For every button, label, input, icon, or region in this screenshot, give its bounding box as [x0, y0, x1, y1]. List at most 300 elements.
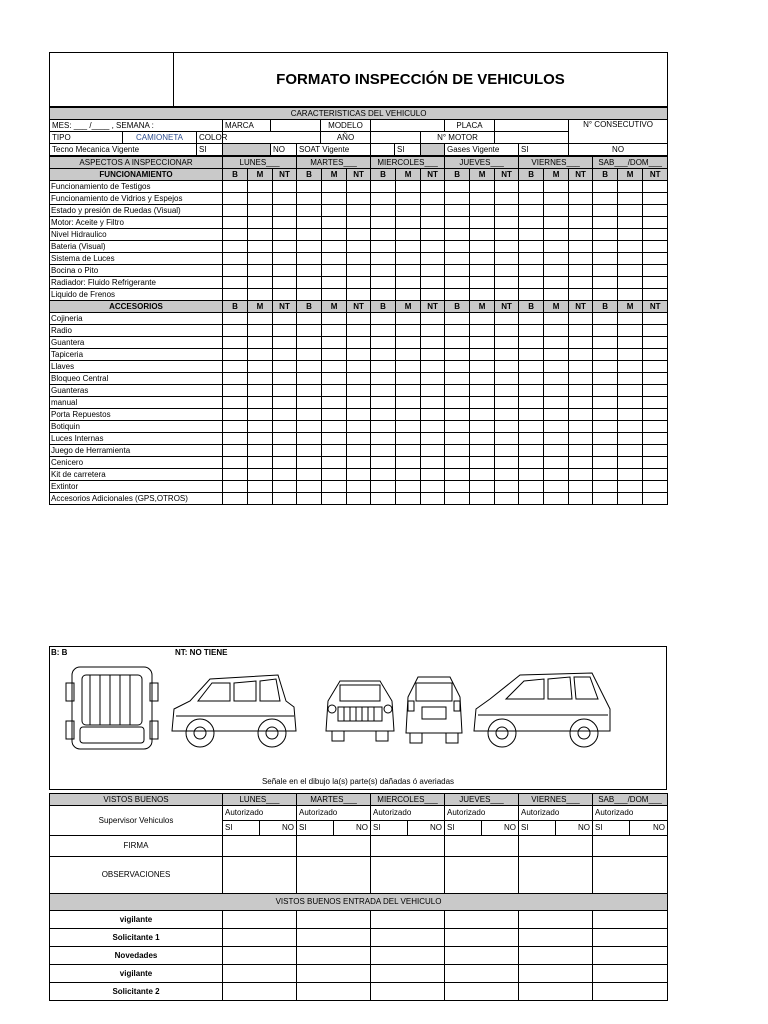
check-cell[interactable] — [347, 433, 371, 445]
check-cell[interactable] — [297, 409, 322, 421]
check-cell[interactable] — [445, 433, 470, 445]
check-cell[interactable] — [495, 241, 519, 253]
check-cell[interactable] — [643, 325, 668, 337]
check-cell[interactable] — [593, 349, 618, 361]
check-cell[interactable] — [371, 217, 396, 229]
check-cell[interactable] — [421, 181, 445, 193]
check-cell[interactable] — [273, 253, 297, 265]
check-cell[interactable] — [569, 193, 593, 205]
check-cell[interactable] — [445, 313, 470, 325]
check-cell[interactable] — [643, 181, 668, 193]
check-cell[interactable] — [519, 397, 544, 409]
observaciones-cell[interactable] — [593, 857, 668, 894]
check-cell[interactable] — [421, 193, 445, 205]
check-cell[interactable] — [297, 373, 322, 385]
check-cell[interactable] — [544, 457, 569, 469]
check-cell[interactable] — [445, 253, 470, 265]
check-cell[interactable] — [223, 289, 248, 301]
check-cell[interactable] — [470, 373, 495, 385]
motor-value[interactable] — [495, 132, 569, 144]
check-cell[interactable] — [273, 385, 297, 397]
check-cell[interactable] — [643, 469, 668, 481]
gases-no[interactable]: NO — [569, 144, 668, 156]
check-cell[interactable] — [618, 433, 643, 445]
check-cell[interactable] — [470, 205, 495, 217]
check-cell[interactable] — [618, 445, 643, 457]
check-cell[interactable] — [273, 205, 297, 217]
check-cell[interactable] — [421, 325, 445, 337]
check-cell[interactable] — [593, 337, 618, 349]
check-cell[interactable] — [519, 421, 544, 433]
check-cell[interactable] — [544, 385, 569, 397]
check-cell[interactable] — [569, 217, 593, 229]
no-option[interactable]: NO — [334, 821, 371, 836]
check-cell[interactable] — [470, 433, 495, 445]
check-cell[interactable] — [322, 325, 347, 337]
check-cell[interactable] — [495, 457, 519, 469]
check-cell[interactable] — [495, 409, 519, 421]
check-cell[interactable] — [347, 337, 371, 349]
check-cell[interactable] — [544, 469, 569, 481]
check-cell[interactable] — [643, 205, 668, 217]
check-cell[interactable] — [396, 469, 421, 481]
check-cell[interactable] — [396, 421, 421, 433]
check-cell[interactable] — [569, 493, 593, 505]
check-cell[interactable] — [643, 409, 668, 421]
check-cell[interactable] — [297, 229, 322, 241]
check-cell[interactable] — [643, 253, 668, 265]
check-cell[interactable] — [519, 277, 544, 289]
check-cell[interactable] — [470, 457, 495, 469]
check-cell[interactable] — [618, 397, 643, 409]
check-cell[interactable] — [421, 349, 445, 361]
check-cell[interactable] — [618, 409, 643, 421]
check-cell[interactable] — [445, 481, 470, 493]
tecno-no[interactable]: NO — [271, 144, 297, 156]
check-cell[interactable] — [322, 289, 347, 301]
no-option[interactable]: NO — [260, 821, 297, 836]
check-cell[interactable] — [421, 445, 445, 457]
check-cell[interactable] — [643, 265, 668, 277]
check-cell[interactable] — [322, 373, 347, 385]
check-cell[interactable] — [322, 493, 347, 505]
check-cell[interactable] — [297, 253, 322, 265]
check-cell[interactable] — [396, 361, 421, 373]
check-cell[interactable] — [470, 349, 495, 361]
check-cell[interactable] — [273, 433, 297, 445]
check-cell[interactable] — [396, 229, 421, 241]
check-cell[interactable] — [248, 385, 273, 397]
check-cell[interactable] — [322, 397, 347, 409]
check-cell[interactable] — [273, 181, 297, 193]
entrada-cell[interactable] — [223, 911, 297, 929]
check-cell[interactable] — [421, 493, 445, 505]
check-cell[interactable] — [223, 373, 248, 385]
check-cell[interactable] — [223, 469, 248, 481]
check-cell[interactable] — [544, 409, 569, 421]
entrada-cell[interactable] — [445, 929, 519, 947]
check-cell[interactable] — [347, 469, 371, 481]
check-cell[interactable] — [322, 265, 347, 277]
check-cell[interactable] — [396, 181, 421, 193]
check-cell[interactable] — [544, 397, 569, 409]
check-cell[interactable] — [396, 325, 421, 337]
marca-value[interactable] — [271, 120, 321, 132]
check-cell[interactable] — [470, 229, 495, 241]
check-cell[interactable] — [643, 421, 668, 433]
check-cell[interactable] — [519, 205, 544, 217]
check-cell[interactable] — [421, 469, 445, 481]
check-cell[interactable] — [273, 373, 297, 385]
check-cell[interactable] — [248, 397, 273, 409]
check-cell[interactable] — [273, 337, 297, 349]
check-cell[interactable] — [569, 469, 593, 481]
check-cell[interactable] — [223, 265, 248, 277]
check-cell[interactable] — [322, 469, 347, 481]
check-cell[interactable] — [322, 337, 347, 349]
check-cell[interactable] — [297, 241, 322, 253]
check-cell[interactable] — [371, 457, 396, 469]
check-cell[interactable] — [248, 337, 273, 349]
check-cell[interactable] — [248, 277, 273, 289]
check-cell[interactable] — [297, 193, 322, 205]
check-cell[interactable] — [396, 433, 421, 445]
check-cell[interactable] — [445, 193, 470, 205]
check-cell[interactable] — [519, 229, 544, 241]
entrada-cell[interactable] — [519, 983, 593, 1001]
check-cell[interactable] — [643, 373, 668, 385]
check-cell[interactable] — [495, 337, 519, 349]
check-cell[interactable] — [371, 409, 396, 421]
check-cell[interactable] — [396, 277, 421, 289]
firma-cell[interactable] — [519, 836, 593, 857]
check-cell[interactable] — [519, 217, 544, 229]
check-cell[interactable] — [470, 265, 495, 277]
check-cell[interactable] — [569, 325, 593, 337]
check-cell[interactable] — [371, 241, 396, 253]
check-cell[interactable] — [569, 313, 593, 325]
anio-value[interactable] — [371, 132, 421, 144]
check-cell[interactable] — [544, 445, 569, 457]
check-cell[interactable] — [273, 445, 297, 457]
check-cell[interactable] — [347, 205, 371, 217]
check-cell[interactable] — [371, 445, 396, 457]
check-cell[interactable] — [248, 241, 273, 253]
observaciones-cell[interactable] — [297, 857, 371, 894]
check-cell[interactable] — [569, 181, 593, 193]
entrada-cell[interactable] — [297, 965, 371, 983]
soat-si-box[interactable] — [421, 144, 445, 156]
entrada-cell[interactable] — [371, 929, 445, 947]
check-cell[interactable] — [421, 277, 445, 289]
check-cell[interactable] — [544, 493, 569, 505]
check-cell[interactable] — [445, 241, 470, 253]
check-cell[interactable] — [618, 205, 643, 217]
check-cell[interactable] — [445, 217, 470, 229]
check-cell[interactable] — [495, 481, 519, 493]
check-cell[interactable] — [470, 289, 495, 301]
check-cell[interactable] — [297, 205, 322, 217]
check-cell[interactable] — [273, 457, 297, 469]
check-cell[interactable] — [421, 457, 445, 469]
check-cell[interactable] — [371, 277, 396, 289]
entrada-cell[interactable] — [297, 929, 371, 947]
check-cell[interactable] — [618, 313, 643, 325]
si-option[interactable]: SI — [297, 821, 334, 836]
check-cell[interactable] — [322, 457, 347, 469]
check-cell[interactable] — [445, 265, 470, 277]
check-cell[interactable] — [347, 397, 371, 409]
check-cell[interactable] — [297, 445, 322, 457]
check-cell[interactable] — [519, 361, 544, 373]
check-cell[interactable] — [495, 349, 519, 361]
check-cell[interactable] — [223, 349, 248, 361]
check-cell[interactable] — [371, 373, 396, 385]
check-cell[interactable] — [569, 205, 593, 217]
check-cell[interactable] — [223, 493, 248, 505]
check-cell[interactable] — [371, 493, 396, 505]
check-cell[interactable] — [618, 241, 643, 253]
entrada-cell[interactable] — [593, 947, 668, 965]
check-cell[interactable] — [470, 277, 495, 289]
check-cell[interactable] — [347, 289, 371, 301]
check-cell[interactable] — [618, 229, 643, 241]
check-cell[interactable] — [248, 229, 273, 241]
check-cell[interactable] — [223, 229, 248, 241]
check-cell[interactable] — [322, 277, 347, 289]
check-cell[interactable] — [445, 445, 470, 457]
check-cell[interactable] — [544, 229, 569, 241]
check-cell[interactable] — [519, 313, 544, 325]
entrada-cell[interactable] — [445, 983, 519, 1001]
check-cell[interactable] — [544, 205, 569, 217]
si-option[interactable]: SI — [371, 821, 408, 836]
check-cell[interactable] — [643, 433, 668, 445]
check-cell[interactable] — [297, 469, 322, 481]
check-cell[interactable] — [297, 277, 322, 289]
check-cell[interactable] — [322, 433, 347, 445]
entrada-cell[interactable] — [223, 965, 297, 983]
check-cell[interactable] — [322, 241, 347, 253]
check-cell[interactable] — [248, 469, 273, 481]
check-cell[interactable] — [618, 457, 643, 469]
check-cell[interactable] — [421, 433, 445, 445]
check-cell[interactable] — [569, 265, 593, 277]
check-cell[interactable] — [273, 409, 297, 421]
check-cell[interactable] — [347, 349, 371, 361]
entrada-cell[interactable] — [297, 911, 371, 929]
check-cell[interactable] — [643, 349, 668, 361]
check-cell[interactable] — [396, 373, 421, 385]
check-cell[interactable] — [593, 493, 618, 505]
check-cell[interactable] — [273, 193, 297, 205]
check-cell[interactable] — [643, 241, 668, 253]
check-cell[interactable] — [273, 241, 297, 253]
check-cell[interactable] — [544, 481, 569, 493]
check-cell[interactable] — [297, 361, 322, 373]
check-cell[interactable] — [519, 385, 544, 397]
si-option[interactable]: SI — [223, 821, 260, 836]
soat-si[interactable]: SI — [395, 144, 421, 156]
check-cell[interactable] — [248, 289, 273, 301]
check-cell[interactable] — [248, 361, 273, 373]
check-cell[interactable] — [569, 433, 593, 445]
check-cell[interactable] — [322, 313, 347, 325]
check-cell[interactable] — [470, 181, 495, 193]
check-cell[interactable] — [618, 289, 643, 301]
check-cell[interactable] — [519, 433, 544, 445]
check-cell[interactable] — [347, 373, 371, 385]
check-cell[interactable] — [396, 205, 421, 217]
check-cell[interactable] — [495, 493, 519, 505]
check-cell[interactable] — [643, 361, 668, 373]
check-cell[interactable] — [593, 373, 618, 385]
check-cell[interactable] — [593, 313, 618, 325]
check-cell[interactable] — [495, 445, 519, 457]
check-cell[interactable] — [495, 373, 519, 385]
check-cell[interactable] — [297, 289, 322, 301]
check-cell[interactable] — [396, 241, 421, 253]
entrada-cell[interactable] — [593, 983, 668, 1001]
check-cell[interactable] — [371, 313, 396, 325]
check-cell[interactable] — [643, 385, 668, 397]
check-cell[interactable] — [470, 481, 495, 493]
check-cell[interactable] — [593, 445, 618, 457]
check-cell[interactable] — [495, 265, 519, 277]
check-cell[interactable] — [223, 241, 248, 253]
check-cell[interactable] — [519, 325, 544, 337]
entrada-cell[interactable] — [445, 947, 519, 965]
check-cell[interactable] — [544, 277, 569, 289]
entrada-cell[interactable] — [371, 911, 445, 929]
check-cell[interactable] — [544, 313, 569, 325]
check-cell[interactable] — [593, 421, 618, 433]
entrada-cell[interactable] — [519, 947, 593, 965]
check-cell[interactable] — [445, 349, 470, 361]
check-cell[interactable] — [223, 313, 248, 325]
check-cell[interactable] — [347, 229, 371, 241]
check-cell[interactable] — [371, 325, 396, 337]
check-cell[interactable] — [643, 481, 668, 493]
check-cell[interactable] — [223, 217, 248, 229]
check-cell[interactable] — [643, 289, 668, 301]
check-cell[interactable] — [470, 397, 495, 409]
check-cell[interactable] — [569, 373, 593, 385]
si-option[interactable]: SI — [519, 821, 556, 836]
check-cell[interactable] — [223, 481, 248, 493]
check-cell[interactable] — [297, 481, 322, 493]
check-cell[interactable] — [421, 313, 445, 325]
check-cell[interactable] — [445, 457, 470, 469]
color-value[interactable] — [223, 132, 321, 144]
entrada-cell[interactable] — [223, 947, 297, 965]
check-cell[interactable] — [273, 349, 297, 361]
check-cell[interactable] — [544, 361, 569, 373]
check-cell[interactable] — [347, 481, 371, 493]
check-cell[interactable] — [495, 325, 519, 337]
check-cell[interactable] — [593, 205, 618, 217]
check-cell[interactable] — [371, 193, 396, 205]
check-cell[interactable] — [322, 445, 347, 457]
check-cell[interactable] — [322, 421, 347, 433]
check-cell[interactable] — [544, 421, 569, 433]
entrada-cell[interactable] — [593, 929, 668, 947]
check-cell[interactable] — [322, 253, 347, 265]
check-cell[interactable] — [519, 193, 544, 205]
check-cell[interactable] — [569, 481, 593, 493]
check-cell[interactable] — [322, 181, 347, 193]
check-cell[interactable] — [396, 313, 421, 325]
check-cell[interactable] — [470, 337, 495, 349]
check-cell[interactable] — [322, 481, 347, 493]
check-cell[interactable] — [371, 181, 396, 193]
check-cell[interactable] — [371, 205, 396, 217]
check-cell[interactable] — [297, 313, 322, 325]
check-cell[interactable] — [618, 337, 643, 349]
check-cell[interactable] — [445, 373, 470, 385]
check-cell[interactable] — [223, 181, 248, 193]
check-cell[interactable] — [618, 361, 643, 373]
si-option[interactable]: SI — [593, 821, 630, 836]
check-cell[interactable] — [495, 193, 519, 205]
entrada-cell[interactable] — [593, 965, 668, 983]
check-cell[interactable] — [643, 193, 668, 205]
check-cell[interactable] — [445, 493, 470, 505]
check-cell[interactable] — [519, 457, 544, 469]
check-cell[interactable] — [297, 421, 322, 433]
entrada-cell[interactable] — [297, 983, 371, 1001]
check-cell[interactable] — [470, 361, 495, 373]
check-cell[interactable] — [248, 253, 273, 265]
check-cell[interactable] — [273, 397, 297, 409]
check-cell[interactable] — [248, 421, 273, 433]
check-cell[interactable] — [569, 361, 593, 373]
check-cell[interactable] — [371, 397, 396, 409]
check-cell[interactable] — [371, 385, 396, 397]
check-cell[interactable] — [544, 349, 569, 361]
check-cell[interactable] — [347, 217, 371, 229]
entrada-cell[interactable] — [297, 947, 371, 965]
check-cell[interactable] — [248, 205, 273, 217]
check-cell[interactable] — [519, 181, 544, 193]
check-cell[interactable] — [396, 253, 421, 265]
check-cell[interactable] — [445, 337, 470, 349]
check-cell[interactable] — [223, 253, 248, 265]
firma-cell[interactable] — [371, 836, 445, 857]
entrada-cell[interactable] — [371, 983, 445, 1001]
check-cell[interactable] — [618, 373, 643, 385]
check-cell[interactable] — [396, 493, 421, 505]
check-cell[interactable] — [273, 289, 297, 301]
check-cell[interactable] — [569, 385, 593, 397]
check-cell[interactable] — [347, 181, 371, 193]
check-cell[interactable] — [421, 289, 445, 301]
check-cell[interactable] — [396, 409, 421, 421]
observaciones-cell[interactable] — [519, 857, 593, 894]
check-cell[interactable] — [618, 277, 643, 289]
check-cell[interactable] — [223, 445, 248, 457]
check-cell[interactable] — [519, 349, 544, 361]
check-cell[interactable] — [593, 409, 618, 421]
entrada-cell[interactable] — [519, 929, 593, 947]
check-cell[interactable] — [569, 253, 593, 265]
check-cell[interactable] — [544, 217, 569, 229]
check-cell[interactable] — [593, 385, 618, 397]
check-cell[interactable] — [544, 289, 569, 301]
check-cell[interactable] — [396, 349, 421, 361]
no-option[interactable]: NO — [556, 821, 593, 836]
check-cell[interactable] — [273, 217, 297, 229]
